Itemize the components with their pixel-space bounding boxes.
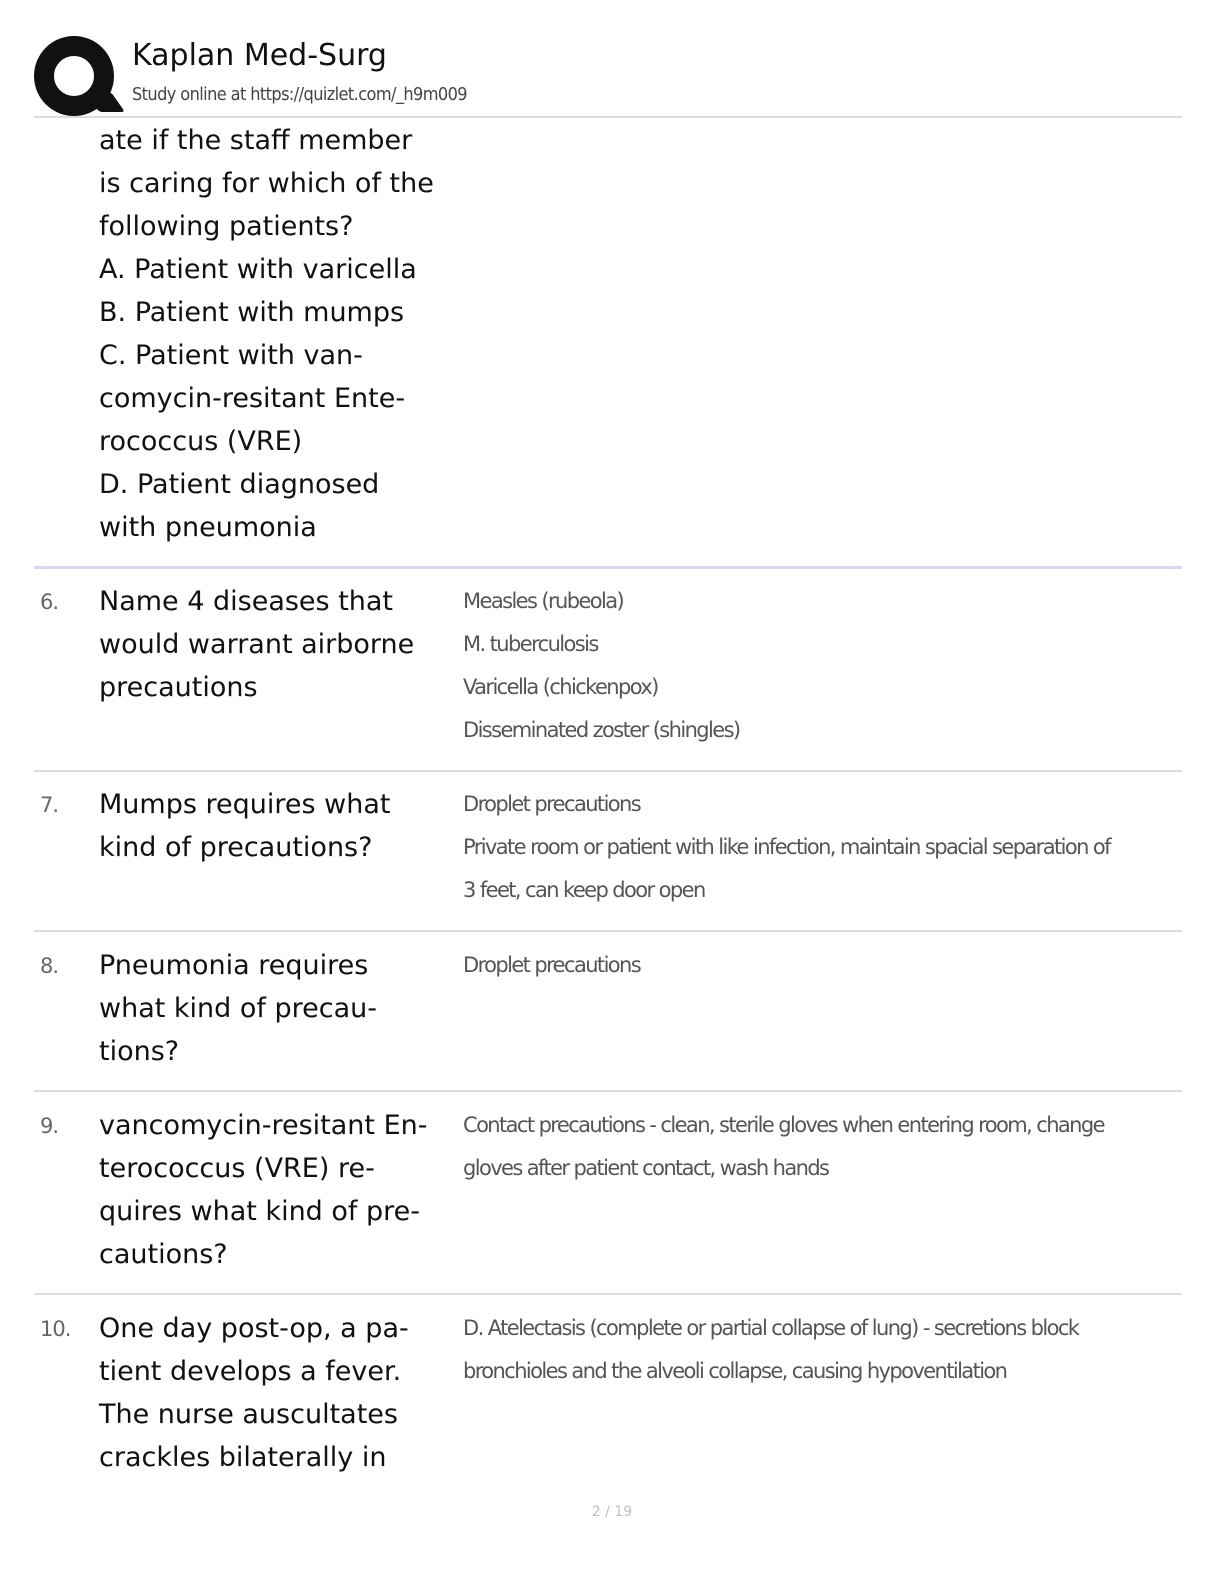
study-online-link[interactable]: Study online at https://quizlet.com/_h9m009 — [132, 84, 467, 105]
card-answer: Droplet precautions — [463, 953, 641, 977]
card-question: Pneumonia requires what kind of precau- tions? — [99, 950, 377, 1067]
card-answer: D. Atelectasis (complete or partial collapse of lung) - secretions block bronchioles and the alveoli collapse, causing hypoventilation — [463, 1316, 1079, 1383]
card-number: 8. — [40, 954, 59, 978]
header-divider — [34, 116, 1182, 118]
continued-question-text: ate if the staff member is caring for which of the following patients? A. Patient with varicella B. Patient with mumps C. Patient with van- comycin-resitant Ente- rococcus (VRE) D. Patient diagnosed with pneumonia — [99, 125, 434, 543]
card-divider — [34, 566, 1182, 569]
document-title: Kaplan Med-Surg — [132, 38, 387, 73]
card-question: Name 4 diseases that would warrant airborne precautions — [99, 586, 415, 703]
card-question: vancomycin-resitant En- terococcus (VRE) re- quires what kind of pre- cautions? — [99, 1110, 428, 1270]
card-question: Mumps requires what kind of precautions? — [99, 789, 391, 863]
card-divider — [34, 930, 1182, 932]
card-question: One day post-op, a pa- tient develops a fever. The nurse auscultates crackles bilaterally in — [99, 1313, 409, 1473]
card-divider — [34, 1293, 1182, 1295]
card-answer: Contact precautions - clean, sterile gloves when entering room, change gloves after patient contact, wash hands — [463, 1113, 1104, 1180]
card-number: 6. — [40, 590, 59, 614]
card-answer: Measles (rubeola) M. tuberculosis Varicella (chickenpox) Disseminated zoster (shingles) — [463, 589, 740, 742]
page-indicator: 2 / 19 — [591, 1504, 633, 1520]
card-divider — [34, 770, 1182, 772]
card-number: 7. — [40, 793, 59, 817]
page-header — [34, 34, 1184, 118]
card-number: 9. — [40, 1114, 59, 1138]
card-number: 10. — [40, 1317, 71, 1341]
card-answer: Droplet precautions Private room or patient with like infection, maintain spacial separation of 3 feet, can keep door open — [463, 792, 1110, 902]
card-divider — [34, 1090, 1182, 1092]
